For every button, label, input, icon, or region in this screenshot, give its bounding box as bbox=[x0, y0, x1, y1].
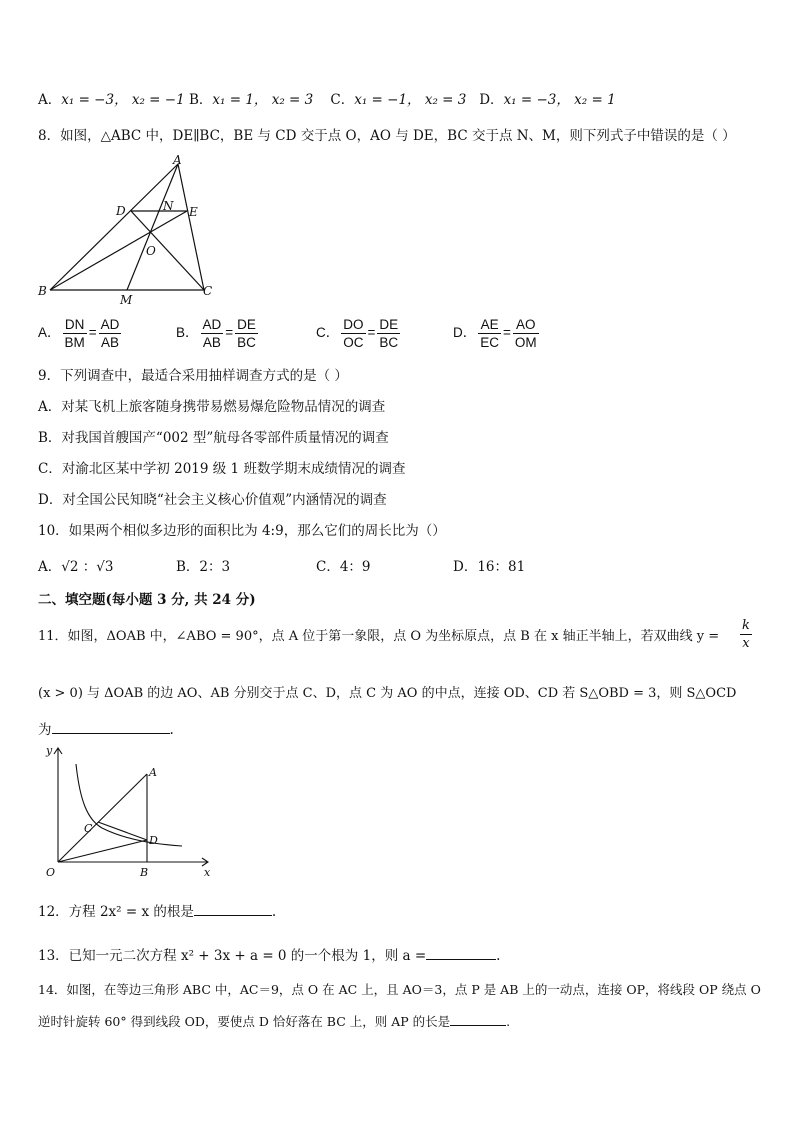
label-y: y bbox=[46, 744, 53, 757]
frac-num: DN bbox=[63, 316, 87, 334]
q8-option-a: A． $\frac{DN}{BM}$ = $\frac{AD}{AB}$ bbox=[38, 317, 120, 350]
q12-text: 12．方程 2x² = x 的根是 bbox=[38, 904, 194, 920]
q14-line1: 14．如图，在等边三角形 ABC 中，AC＝9，点 O 在 AC 上，且 AO＝3，点 P 是 AB 上的一动点，连接 OP，将线段 OP 绕点 O bbox=[38, 982, 761, 997]
label-e: E bbox=[189, 205, 198, 219]
q8-option-b: B． $\frac{AD}{AB}$ = $\frac{DE}{BC}$ bbox=[176, 317, 256, 350]
frac-num: DE bbox=[237, 317, 256, 332]
q10-option-a-label: A． bbox=[38, 559, 62, 575]
q9-option-b: B．对我国首艘国产“002 型”航母各零部件质量情况的调查 bbox=[38, 430, 389, 446]
q8-option-c: C． $\frac{DO}{OC}$ = $\frac{DE}{BC}$ bbox=[316, 317, 399, 350]
q14-text: 逆时针旋转 60° 得到线段 OD，要使点 D 恰好落在 BC 上，则 AP 的长是 bbox=[38, 1014, 451, 1029]
q8-stem: 8．如图，△ABC 中，DE∥BC，BE 与 CD 交于点 O，AO 与 DE，BC 交于点 N、M，则下列式子中错误的是（ ） bbox=[38, 128, 736, 144]
q13-end: . bbox=[496, 948, 501, 964]
line-od bbox=[58, 840, 147, 862]
q9-option-a: A．对某飞机上旅客随身携带易燃易爆危险物品情况的调查 bbox=[38, 399, 386, 415]
q13-answer-blank[interactable] bbox=[426, 945, 496, 960]
q7-option-b-label: B． bbox=[188, 92, 213, 108]
label-a: A bbox=[149, 766, 157, 779]
q12-end: . bbox=[271, 904, 277, 920]
q8-option-d-label: D． bbox=[453, 325, 477, 341]
q9-stem: 9．下列调查中，最适合采用抽样调查方式的是（ ） bbox=[38, 368, 348, 384]
q14-end: . bbox=[506, 1014, 511, 1029]
frac-den: EC bbox=[480, 335, 500, 350]
q11-coordinate-figure bbox=[36, 742, 216, 882]
label-o: O bbox=[146, 244, 156, 258]
q11-line3-text: 为 bbox=[38, 722, 52, 738]
q7-option-a-math: x₁ = −3， x₂ = −1 bbox=[61, 92, 185, 108]
q13-text: 13．已知一元二次方程 x² + 3x + a = 0 的一个根为 1，则 a = bbox=[38, 948, 427, 964]
q12-answer-blank[interactable] bbox=[194, 901, 272, 916]
q8-option-b-label: B． bbox=[176, 325, 199, 341]
label-o: O bbox=[46, 866, 56, 879]
line-ac bbox=[178, 164, 204, 290]
q7-option-c-math: x₁ = −1， x₂ = 3 bbox=[354, 92, 467, 108]
frac-den: BM bbox=[64, 335, 85, 350]
frac-num: DE bbox=[379, 317, 399, 332]
q10-option-a-math: √2 ：√3 bbox=[61, 559, 114, 575]
q8-option-a-label: A． bbox=[38, 325, 61, 341]
label-m: M bbox=[120, 293, 133, 307]
q14-answer-blank[interactable] bbox=[450, 1011, 506, 1026]
label-n: N bbox=[163, 199, 174, 213]
q12-line bbox=[38, 900, 276, 920]
label-x: x bbox=[204, 866, 211, 879]
label-d: D bbox=[149, 834, 158, 847]
frac-den: BC bbox=[237, 335, 256, 350]
line-cd bbox=[98, 822, 147, 840]
q8-option-d: D． $\frac{AE}{EC}$ = $\frac{AO}{OM}$ bbox=[453, 317, 537, 350]
line-am bbox=[127, 164, 178, 290]
q10-option-d: D．16：81 bbox=[453, 559, 526, 575]
label-b: B bbox=[38, 284, 47, 298]
q9-option-d: D．对全国公民知晓“社会主义核心价值观”内涵情况的调查 bbox=[38, 492, 387, 508]
frac-den: OM bbox=[514, 335, 537, 350]
label-b: B bbox=[140, 866, 149, 879]
frac-num: AD bbox=[100, 317, 120, 332]
q10-option-c: C．4：9 bbox=[316, 559, 371, 575]
frac-den: OC bbox=[343, 335, 364, 350]
q8-triangle-figure bbox=[30, 152, 220, 307]
frac-den: BC bbox=[379, 335, 399, 350]
q7-option-a-label: A． bbox=[38, 92, 62, 108]
q10-option-b: B．2：3 bbox=[176, 559, 231, 575]
q7-options-row bbox=[38, 88, 616, 108]
q11-answer-blank[interactable] bbox=[52, 719, 170, 734]
q11-line3 bbox=[38, 718, 174, 738]
label-d: D bbox=[116, 204, 126, 218]
label-c: C bbox=[84, 822, 93, 835]
frac-den: x bbox=[742, 636, 750, 651]
q10-stem: 10．如果两个相似多边形的面积比为 4:9，那么它们的周长比为（） bbox=[38, 523, 446, 539]
q8-option-c-label: C． bbox=[316, 325, 340, 341]
q11-fraction bbox=[738, 617, 754, 652]
frac-num: k bbox=[742, 618, 750, 633]
frac-num: DO bbox=[343, 317, 364, 332]
frac-num: AD bbox=[202, 317, 222, 332]
q7-option-c-label: C． bbox=[330, 92, 355, 108]
q11-line3-end: . bbox=[169, 722, 174, 738]
q9-option-c: C．对渝北区某中学初 2019 级 1 班数学期末成绩情况的调查 bbox=[38, 461, 406, 477]
label-a: A bbox=[173, 153, 182, 167]
q7-option-b-math: x₁ = 1， x₂ = 3 bbox=[212, 92, 314, 108]
q11-line1 bbox=[38, 625, 719, 644]
label-c: C bbox=[203, 284, 213, 298]
q13-line bbox=[38, 944, 500, 964]
frac-den: AB bbox=[202, 335, 221, 350]
q11-line1-text: 11．如图，ΔOAB 中，∠ABO = 90°，点 A 位于第一象限，点 O 为坐标原点，点 B 在 x 轴正半轴上，若双曲线 y = bbox=[38, 629, 720, 644]
q7-option-d-math: x₁ = −3， x₂ = 1 bbox=[503, 92, 616, 108]
section-title: 二、填空题(每小题 3 分, 共 24 分) bbox=[38, 592, 256, 608]
q14-line2 bbox=[38, 1011, 510, 1030]
line-oa bbox=[58, 774, 147, 862]
frac-den: AB bbox=[101, 335, 120, 350]
q10-option-a bbox=[38, 555, 113, 575]
q11-line2: (x > 0) 与 ΔOAB 的边 AO、AB 分别交于点 C、D，点 C 为 AO 的中点，连接 OD、CD 若 S△OBD = 3，则 S△OCD bbox=[38, 686, 737, 701]
q7-option-d-label: D． bbox=[479, 92, 504, 108]
frac-num: AE bbox=[478, 316, 501, 334]
frac-num: AO bbox=[513, 316, 539, 334]
